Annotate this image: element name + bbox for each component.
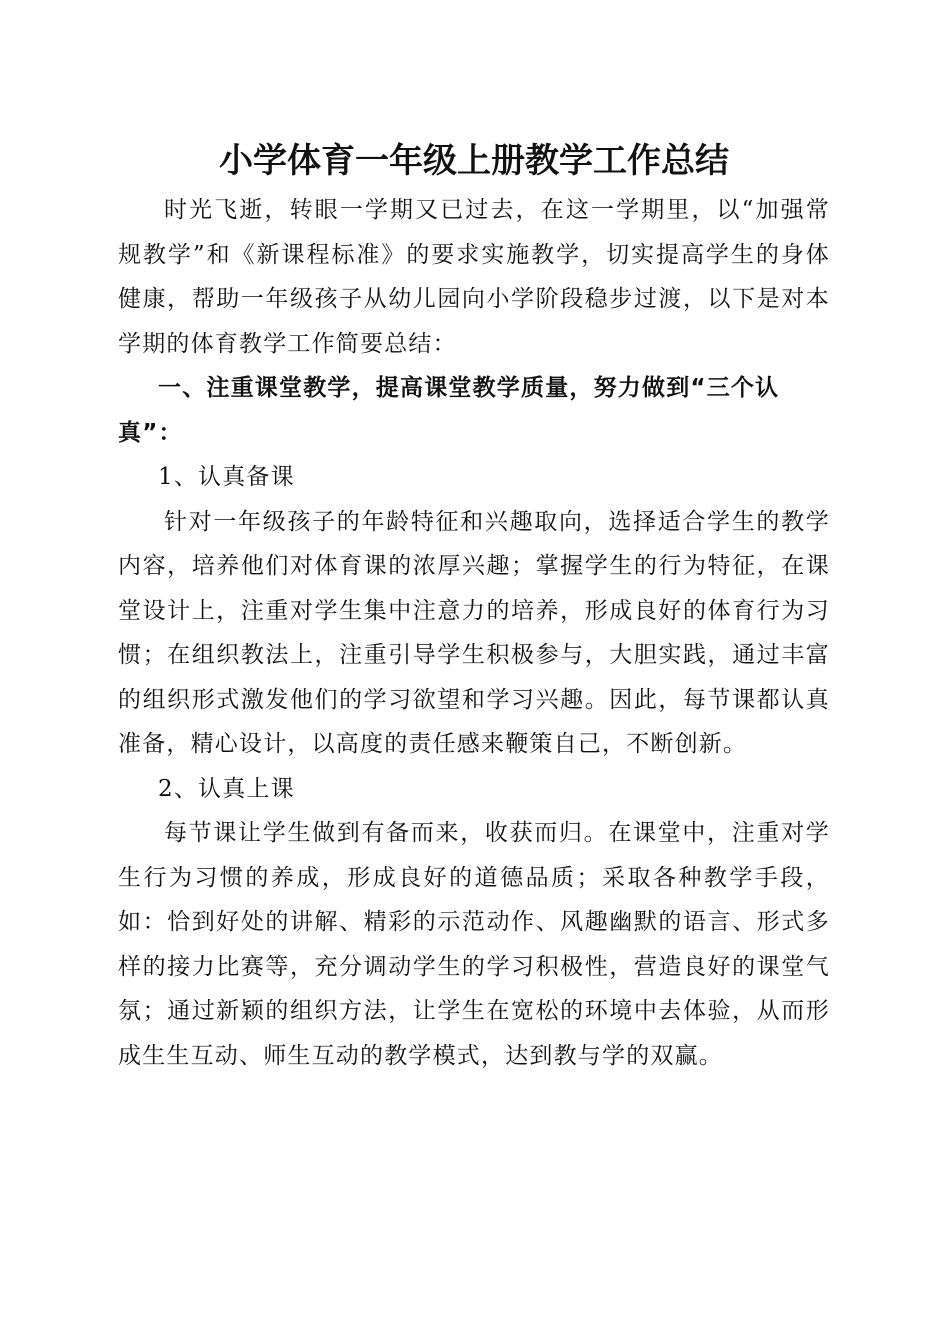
subheading-teach-lessons: 2、认真上课 — [158, 775, 295, 802]
section-heading-1: 一、注重课堂教学，提高课堂教学质量，努力做到“三个认真”： — [118, 375, 780, 446]
document-title: 小学体育一年级上册教学工作总结 — [219, 141, 729, 181]
subheading-prepare-lessons: 1、认真备课 — [158, 464, 295, 490]
intro-paragraph: 时光飞逝，转眼一学期又已过去，在这一学期里，以“加强常规教学”和《新课程标准》的要求实施教学，切实提高学生的身体健康，帮助一年级孩子从幼儿园向小学阶段稳步过渡，以下是对本学期的体育教学工作简要总结： — [118, 197, 830, 357]
paragraph-teach-lessons: 每节课让学生做到有备而来，收获而归。在课堂中，注重对学生行为习惯的养成，形成良好的道德品质；采取各种教学手段，如：恰到好处的讲解、精彩的示范动作、风趣幽默的语言、形式多样的接力比赛等，充分调动学生的学习积极性，营造良好的课堂气氛；通过新颖的组织方法，让学生在宽松的环境中去体验，从而形成生生互动、师生互动的教学模式，达到教与学的双赢。 — [118, 820, 830, 1069]
document-body — [118, 136, 830, 1078]
paragraph-prepare-lessons: 针对一年级孩子的年龄特征和兴趣取向，选择适合学生的教学内容，培养他们对体育课的浓厚兴趣；掌握学生的行为特征，在课堂设计上，注重对学生集中注意力的培养，形成良好的体育行为习惯；在组织教法上，注重引导学生积极参与，大胆实践，通过丰富的组织形式激发他们的学习欲望和学习兴趣。因此，每节课都认真准备，精心设计，以高度的责任感来鞭策自己，不断创新。 — [118, 508, 830, 757]
